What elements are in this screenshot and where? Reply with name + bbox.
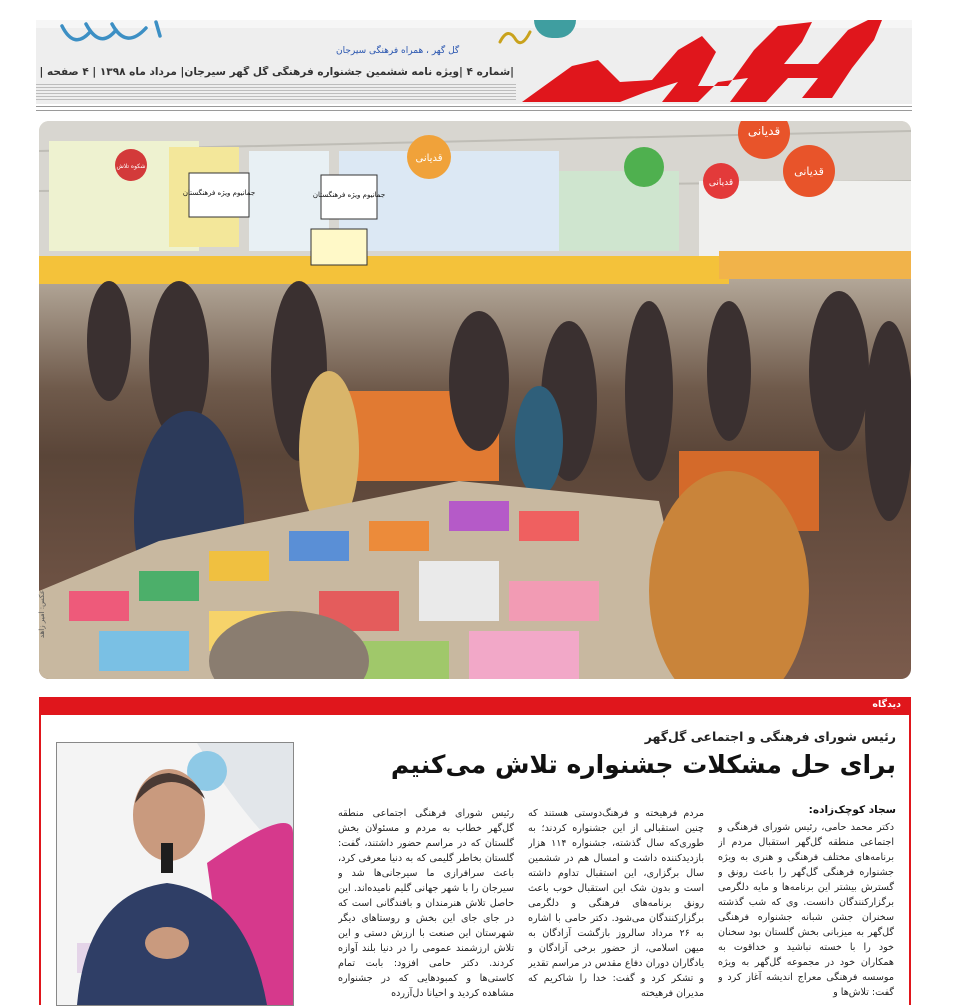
banner-qadyani-4: قدیانی xyxy=(708,178,734,188)
masthead-rule xyxy=(36,106,912,107)
masthead-rule-secondary xyxy=(36,110,912,111)
book-fair-scene xyxy=(39,121,911,679)
article-headline: برای حل مشکلات جشنواره تلاش می‌کنیم xyxy=(390,750,896,779)
sign-text-3: شکوه تلاش xyxy=(116,163,146,170)
sign-text-2: جمانیوم ویژه فرهنگستان xyxy=(312,191,386,199)
portrait-photo xyxy=(56,742,294,1006)
article-kicker: رئیس شورای فرهنگی و اجتماعی گل‌گهر xyxy=(644,729,896,744)
section-bar xyxy=(39,697,911,715)
sign-text-1: جمانیوم ویژه فرهنگستان xyxy=(182,189,256,197)
article-column-3: رئیس شورای فرهنگی اجتماعی منطقه گل‌گهر خطاب به مردم و مسئولان بخش گلستان که در مراسم حضور داشتند، گفت: گلستان بخاطر گلیمی که به دنیا معرفی کرد، باعث سرافرازی ما سیرجانی‌ها شد و سیرجان را با شهر جهانی گلیم نامیده‌اند. این حاصل تلاش هنرمندان و بافندگانی است که در جای جای این بخش و روستاهای دیگر شهرستان این صنعت با ارزش دستی و این تلاش ارزشمند عمومی را در دنیا بلند آوازه کردند. دکتر حامی افزود: بابت تمام کاستی‌ها و کمبودهایی که در جشنواره مشاهده کردید و احیانا دل‌آزرده xyxy=(338,808,514,999)
article-column-2: مردم فرهیخته و فرهنگ‌دوستی هستند که چنین استقبالی از این جشنواره کردند؛ به طوری‌که سال گذشته، جشنواره ۱۱۴ هزار بازدیدکننده داشت و امسال هم در ششمین سال برگزاری، این استقبال تداوم داشته است و بدون شک این استقبال خوب باعث رونق برنامه‌های فرهنگی و دلگرمی برگزارکنندگان می‌شود. دکتر حامی با اشاره به ۲۶ مرداد سالروز بازگشت آزادگان به میهن اسلامی، از حضور برخی آزادگان و یادگاران دوران دفاع مقدس در مراسم تقدیر و تشکر کرد و گفت: خدا را شاکریم که مدیران فرهیخته xyxy=(528,808,704,999)
section-label: دیدگاه xyxy=(872,699,901,710)
masthead-tagline: گل گهر ، همراه فرهنگی سیرجان xyxy=(336,46,460,56)
decorative-logo-icon xyxy=(56,20,166,54)
article-column-1: دکتر محمد حامی، رئیس شورای فرهنگی و اجتماعی منطقه گل‌گهر استقبال مردم از برنامه‌های مختلف فرهنگی و هنری به ویژه جشنواره فرهنگی گل‌گهر را باعث رونق و گسترش بیشتر این برنامه‌ها و مایه دلگرمی برگزارکنندگان دانست. وی که شب گذشته سخنران جشن شبانه جشنواره فرهنگی گل‌گهر به میزبانی بخش گلستان بود سخنان خود را با خسته نباشید و خداقوت به همکاران خود در مجموعه گل‌گهر به ویژه موسسه فرهنگی معراج اندیشه آغاز کرد و گفت: تلاش‌ها و xyxy=(718,822,894,998)
masthead-dotted-pattern xyxy=(36,84,516,100)
issue-info: |شماره ۴ |ویژه نامه ششمین جشنواره فرهنگی گل گهر سیرجان| مرداد ماه ۱۳۹۸ | ۴ صفحه | xyxy=(39,66,514,78)
photo-credit: عکس: امیر زاهد xyxy=(38,589,47,639)
newspaper-page xyxy=(36,20,912,1000)
book-fair-photo xyxy=(39,121,911,679)
banner-qadyani-3: قدیانی xyxy=(794,165,824,178)
banner-qadyani-2: قدیانی xyxy=(747,124,781,138)
article-byline: سجاد کوچک‌زاده: xyxy=(808,804,896,816)
speaker-portrait xyxy=(57,743,293,1005)
gol-gohar-brand-logo-icon xyxy=(502,20,882,104)
masthead xyxy=(36,20,912,104)
banner-qadyani-1: قدیانی xyxy=(415,153,443,164)
